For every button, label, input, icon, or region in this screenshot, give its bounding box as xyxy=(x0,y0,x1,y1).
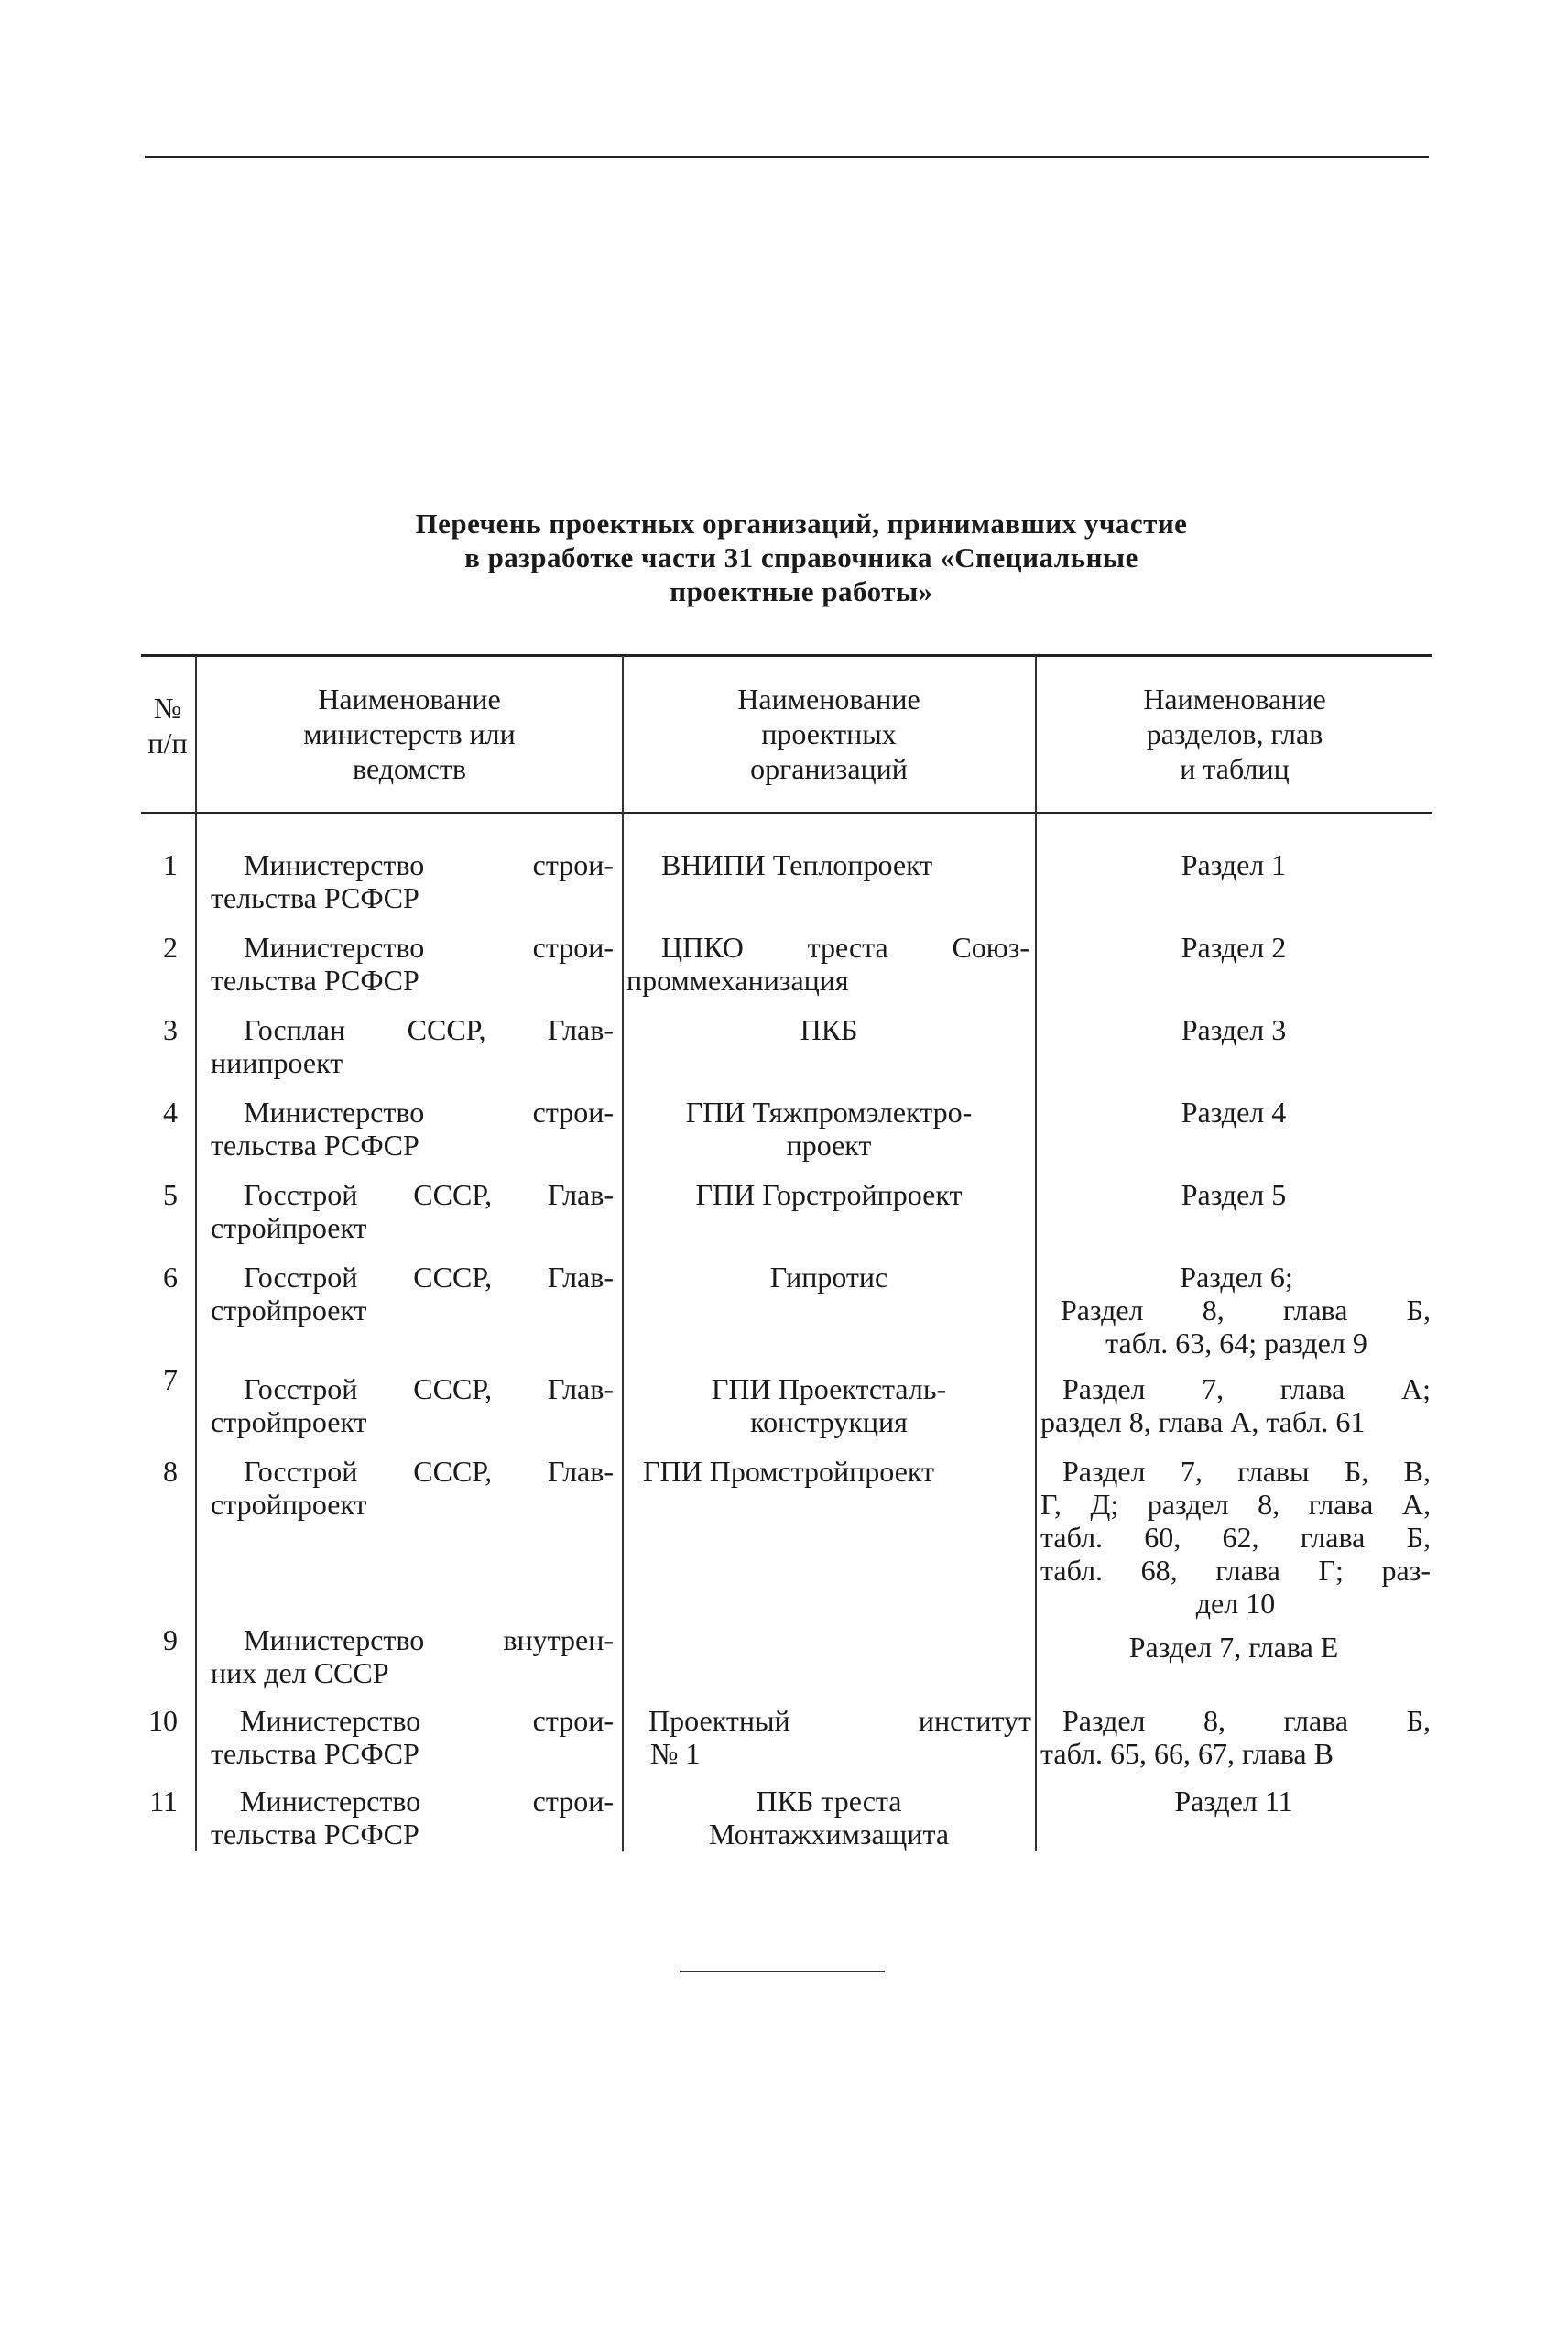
ministry-line: Министерство строи- xyxy=(244,1096,614,1129)
column-divider xyxy=(622,656,624,1851)
ministry-cell xyxy=(211,1261,614,1327)
header-sections-line: Наименование xyxy=(1143,683,1326,715)
header-num xyxy=(141,691,194,760)
sections-line: Раздел 8, глава Б, xyxy=(1061,1294,1431,1327)
org-line: конструкция xyxy=(750,1405,908,1438)
sections-line: Раздел 7, глава Е xyxy=(1128,1631,1339,1664)
ministry-cell xyxy=(211,1013,614,1079)
title-line: проектные работы» xyxy=(670,575,933,607)
sections-line: Раздел 7, главы Б, В, xyxy=(1062,1455,1431,1488)
sections-line: Г, Д; раздел 8, глава А, xyxy=(1040,1488,1431,1521)
sections-cell xyxy=(1037,848,1431,881)
ministry-line: стройпроект xyxy=(211,1294,367,1327)
title-line: в разработке части 31 справочника «Специальные xyxy=(464,541,1138,573)
ministry-line: тельства РСФСР xyxy=(211,1129,419,1162)
header-ministry-line: ведомств xyxy=(353,752,466,785)
org-line: ЦПКО треста Союз- xyxy=(661,931,1029,964)
org-cell xyxy=(625,1261,1033,1294)
header-org-line: организаций xyxy=(750,752,908,785)
ministry-line: Госстрой СССР, Глав- xyxy=(244,1261,614,1294)
org-cell xyxy=(626,931,1029,997)
ministry-cell xyxy=(211,1785,614,1851)
ministry-cell xyxy=(211,1704,614,1770)
header-num-line: п/п xyxy=(147,726,188,759)
ministry-line: стройпроект xyxy=(211,1211,367,1244)
org-cell xyxy=(639,848,1024,881)
table-top-rule xyxy=(141,654,1432,657)
org-line: № 1 xyxy=(650,1737,701,1770)
ministry-line: Министерство строи- xyxy=(244,848,614,881)
page-title xyxy=(275,507,1328,608)
row-number: 1 xyxy=(163,848,178,881)
org-line: ПКБ xyxy=(800,1013,858,1046)
sections-cell xyxy=(1037,1178,1431,1211)
org-cell xyxy=(625,1096,1033,1162)
org-line: ГПИ Промстройпроект xyxy=(643,1455,934,1488)
bottom-rule xyxy=(680,1971,885,1972)
ministry-line: Госплан СССР, Глав- xyxy=(244,1013,614,1046)
row-number: 7 xyxy=(163,1363,178,1396)
sections-cell xyxy=(1037,1631,1431,1664)
sections-cell xyxy=(1040,1704,1431,1770)
header-ministry-line: министерств или xyxy=(303,717,516,750)
sections-line: табл. 63, 64; раздел 9 xyxy=(1105,1327,1367,1360)
org-line: Гипротис xyxy=(769,1261,888,1294)
ministry-cell xyxy=(211,931,614,997)
title-line: Перечень проектных организаций, принимавших участие xyxy=(415,508,1188,540)
org-cell xyxy=(636,1704,1031,1770)
ministry-line: стройпроект xyxy=(211,1488,367,1521)
row-number: 11 xyxy=(149,1785,178,1818)
org-line: ПКБ треста xyxy=(756,1785,902,1818)
column-divider xyxy=(195,656,197,1851)
header-org-line: проектных xyxy=(761,717,897,750)
ministry-line: Министерство строи- xyxy=(244,931,614,964)
org-cell xyxy=(643,1455,1033,1488)
sections-cell xyxy=(1037,1785,1431,1818)
ministry-line: тельства РСФСР xyxy=(211,1737,419,1770)
top-rule xyxy=(145,156,1429,158)
org-line: ГПИ Горстройпроект xyxy=(695,1178,963,1211)
sections-line: Раздел 7, глава А; xyxy=(1062,1372,1431,1405)
sections-line: табл. 60, 62, глава Б, xyxy=(1040,1521,1431,1554)
org-cell xyxy=(625,1785,1033,1851)
row-number: 4 xyxy=(163,1096,178,1129)
org-line: ГПИ Проектсталь- xyxy=(711,1372,947,1405)
ministry-cell xyxy=(211,848,614,914)
sections-line: Раздел 4 xyxy=(1181,1096,1287,1129)
column-divider xyxy=(1035,656,1037,1851)
ministry-line: тельства РСФСР xyxy=(211,881,419,914)
ministry-line: ниипроект xyxy=(211,1046,343,1079)
header-ministry-line: Наименование xyxy=(318,683,501,715)
row-number: 8 xyxy=(163,1455,178,1488)
header-bottom-rule xyxy=(141,812,1432,814)
ministry-line: стройпроект xyxy=(211,1405,367,1438)
ministry-cell xyxy=(211,1455,614,1521)
sections-line: табл. 65, 66, 67, глава В xyxy=(1040,1737,1334,1770)
header-sections-line: и таблиц xyxy=(1180,752,1290,785)
sections-line: Раздел 6; xyxy=(1180,1261,1293,1294)
ministry-cell xyxy=(211,1178,614,1244)
sections-cell xyxy=(1040,1372,1431,1438)
sections-cell xyxy=(1037,931,1431,964)
ministry-line: тельства РСФСР xyxy=(211,964,419,997)
row-number: 10 xyxy=(148,1704,178,1737)
sections-line: Раздел 11 xyxy=(1174,1785,1293,1818)
sections-line: Раздел 5 xyxy=(1181,1178,1287,1211)
ministry-line: Министерство строи- xyxy=(240,1785,614,1818)
ministry-line: Госстрой СССР, Глав- xyxy=(244,1372,614,1405)
ministry-cell xyxy=(211,1096,614,1162)
row-number: 6 xyxy=(163,1261,178,1294)
sections-cell xyxy=(1037,1096,1431,1129)
sections-line: Раздел 1 xyxy=(1181,848,1287,881)
sections-line: раздел 8, глава А, табл. 61 xyxy=(1040,1405,1366,1438)
header-org-line: Наименование xyxy=(737,683,920,715)
ministry-cell xyxy=(211,1623,614,1689)
row-number: 5 xyxy=(163,1178,178,1211)
ministry-line: них дел СССР xyxy=(211,1656,389,1689)
ministry-line: тельства РСФСР xyxy=(211,1818,419,1851)
org-cell xyxy=(625,1013,1033,1046)
row-number: 9 xyxy=(163,1623,178,1656)
row-number: 2 xyxy=(163,931,178,964)
sections-line: Раздел 3 xyxy=(1181,1013,1287,1046)
sections-line: дел 10 xyxy=(1195,1587,1276,1620)
header-sections xyxy=(1039,682,1431,786)
header-ministry xyxy=(198,682,621,786)
ministry-line: Госстрой СССР, Глав- xyxy=(244,1178,614,1211)
ministry-line: Госстрой СССР, Глав- xyxy=(244,1455,614,1488)
header-num-line: № xyxy=(153,692,182,725)
org-line: Проектный институт xyxy=(648,1704,1031,1737)
sections-cell xyxy=(1040,1455,1431,1620)
header-org xyxy=(625,682,1033,786)
sections-cell xyxy=(1042,1261,1431,1360)
ministry-line: Министерство внутрен- xyxy=(244,1623,614,1656)
org-cell xyxy=(625,1372,1033,1438)
sections-line: Раздел 2 xyxy=(1181,931,1287,964)
org-line: проммеханизация xyxy=(626,964,849,997)
ministry-line: Министерство строи- xyxy=(240,1704,614,1737)
org-line: Монтажхимзащита xyxy=(708,1818,950,1851)
sections-line: табл. 68, глава Г; раз- xyxy=(1040,1554,1431,1587)
ministry-cell xyxy=(211,1372,614,1438)
row-number: 3 xyxy=(163,1013,178,1046)
sections-cell xyxy=(1037,1013,1431,1046)
org-line: ВНИПИ Теплопроект xyxy=(661,848,933,881)
sections-line: Раздел 8, глава Б, xyxy=(1062,1704,1431,1737)
org-line: ГПИ Тяжпромэлектро- xyxy=(685,1096,973,1129)
header-sections-line: разделов, глав xyxy=(1146,717,1323,750)
org-cell xyxy=(625,1178,1033,1211)
org-line: проект xyxy=(786,1129,872,1162)
